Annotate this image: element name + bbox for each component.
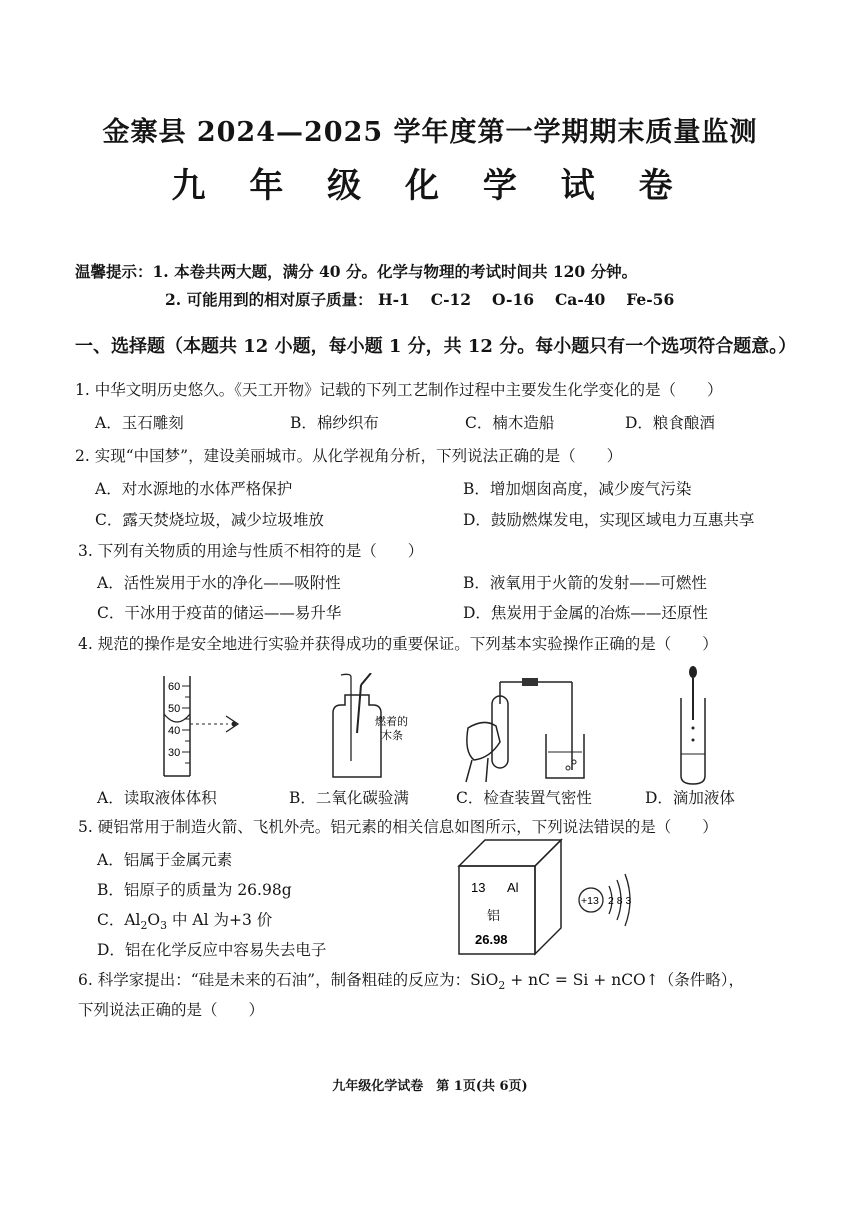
electron-shells: 2 8 3 [608,895,632,907]
q5-option-a: A．铝属于金属元素 [97,851,233,869]
q3-option-d: D．焦炭用于金属的冶炼——还原性 [463,604,708,622]
atom-structure-diagram [575,860,655,940]
q3-option-b: B．液氧用于火箭的发射——可燃性 [463,574,707,592]
q2-stem: 2. 实现“中国梦”，建设美丽城市。从化学视角分析，下列说法正确的是（ ） [75,447,623,465]
q1-option-a: A．玉石雕刻 [95,414,184,432]
atomic-mass: 26.98 [475,932,508,947]
q5-stem: 5. 硬铝常用于制造火箭、飞机外壳。铝元素的相关信息如图所示，下列说法错误的是（ ） [78,818,718,836]
tip-line-2: 2. 可能用到的相对原子质量： H-1 C-12 O-16 Ca-40 Fe-56 [165,290,675,309]
q5-option-d: D．铝在化学反应中容易失去电子 [97,941,327,959]
aluminum-element-card [455,836,565,956]
q2-option-a: A．对水源地的水体严格保护 [95,480,293,498]
q1-option-b: B．棉纱织布 [290,414,379,432]
tick-40: 40 [168,725,181,737]
tick-50: 50 [168,703,181,715]
exam-title: 金寨县 2024—2025 学年度第一学期期末质量监测 [102,117,758,148]
q4-stem: 4. 规范的操作是安全地进行实验并获得成功的重要保证。下列基本实验操作正确的是（ ） [78,635,718,653]
tip-line-1: 温馨提示：1. 本卷共两大题，满分 40 分。化学与物理的考试时间共 120 分钟。 [75,262,638,281]
q2-option-b: B．增加烟囱高度，减少废气污染 [463,480,692,498]
q1-option-d: D．粮食酿酒 [625,414,715,432]
q2-option-c: C．露天焚烧垃圾，减少垃圾堆放 [95,511,324,529]
q1-option-c: C．楠木造船 [465,414,555,432]
burning-stick-label-1: 燃着的 [375,715,408,728]
tick-30: 30 [168,747,181,759]
exam-subtitle: 九 年 级 化 学 试 卷 [171,166,689,206]
q5-option-c: C．$Al_2O_3$ 中 Al 为+3 价 [97,911,273,933]
atomic-number: 13 [471,880,486,895]
q4-option-d: D．滴加液体 [645,789,735,807]
q3-option-c: C．干冰用于疫苗的储运——易升华 [97,604,342,622]
q2-option-d: D．鼓励燃煤发电，实现区域电力互惠共享 [463,511,755,529]
dropper-figure [668,664,718,786]
q6-stem: 6. 科学家提出：“硅是未来的石油”，制备粗硅的反应为：SiO$_2$ + nC = Si + nCO↑（条件略）， [78,971,744,993]
q6-stem-2: 下列说法正确的是（ ） [78,1001,265,1019]
airtightness-figure [460,674,590,786]
element-name: 铝 [487,909,501,924]
q5-option-b: B．铝原子的质量为 26.98g [97,881,292,899]
q4-option-b: B．二氧化碳验满 [289,789,409,807]
section-heading: 一、选择题（本题共 12 小题，每小题 1 分，共 12 分。每小题只有一个选项符合题意。） [75,336,797,357]
q4-option-c: C．检查装置气密性 [456,789,592,807]
q1-stem: 1. 中华文明历史悠久。《天工开物》记载的下列工艺制作过程中主要发生化学变化的是（ ） [75,381,723,399]
element-symbol: Al [507,880,519,895]
q3-option-a: A．活性炭用于水的净化——吸附性 [97,574,341,592]
q4-option-a: A．读取液体体积 [97,789,217,807]
nucleus-charge: +13 [581,895,599,907]
page-footer: 九年级化学试卷 第 1页(共 6页) [332,1079,528,1094]
graduated-cylinder-figure [150,672,260,782]
tick-60: 60 [168,681,181,693]
hand-icon [467,722,500,760]
burning-stick-label-2: 木条 [381,729,403,742]
gas-bottle-figure [325,673,435,783]
q3-stem: 3. 下列有关物质的用途与性质不相符的是（ ） [78,542,424,560]
